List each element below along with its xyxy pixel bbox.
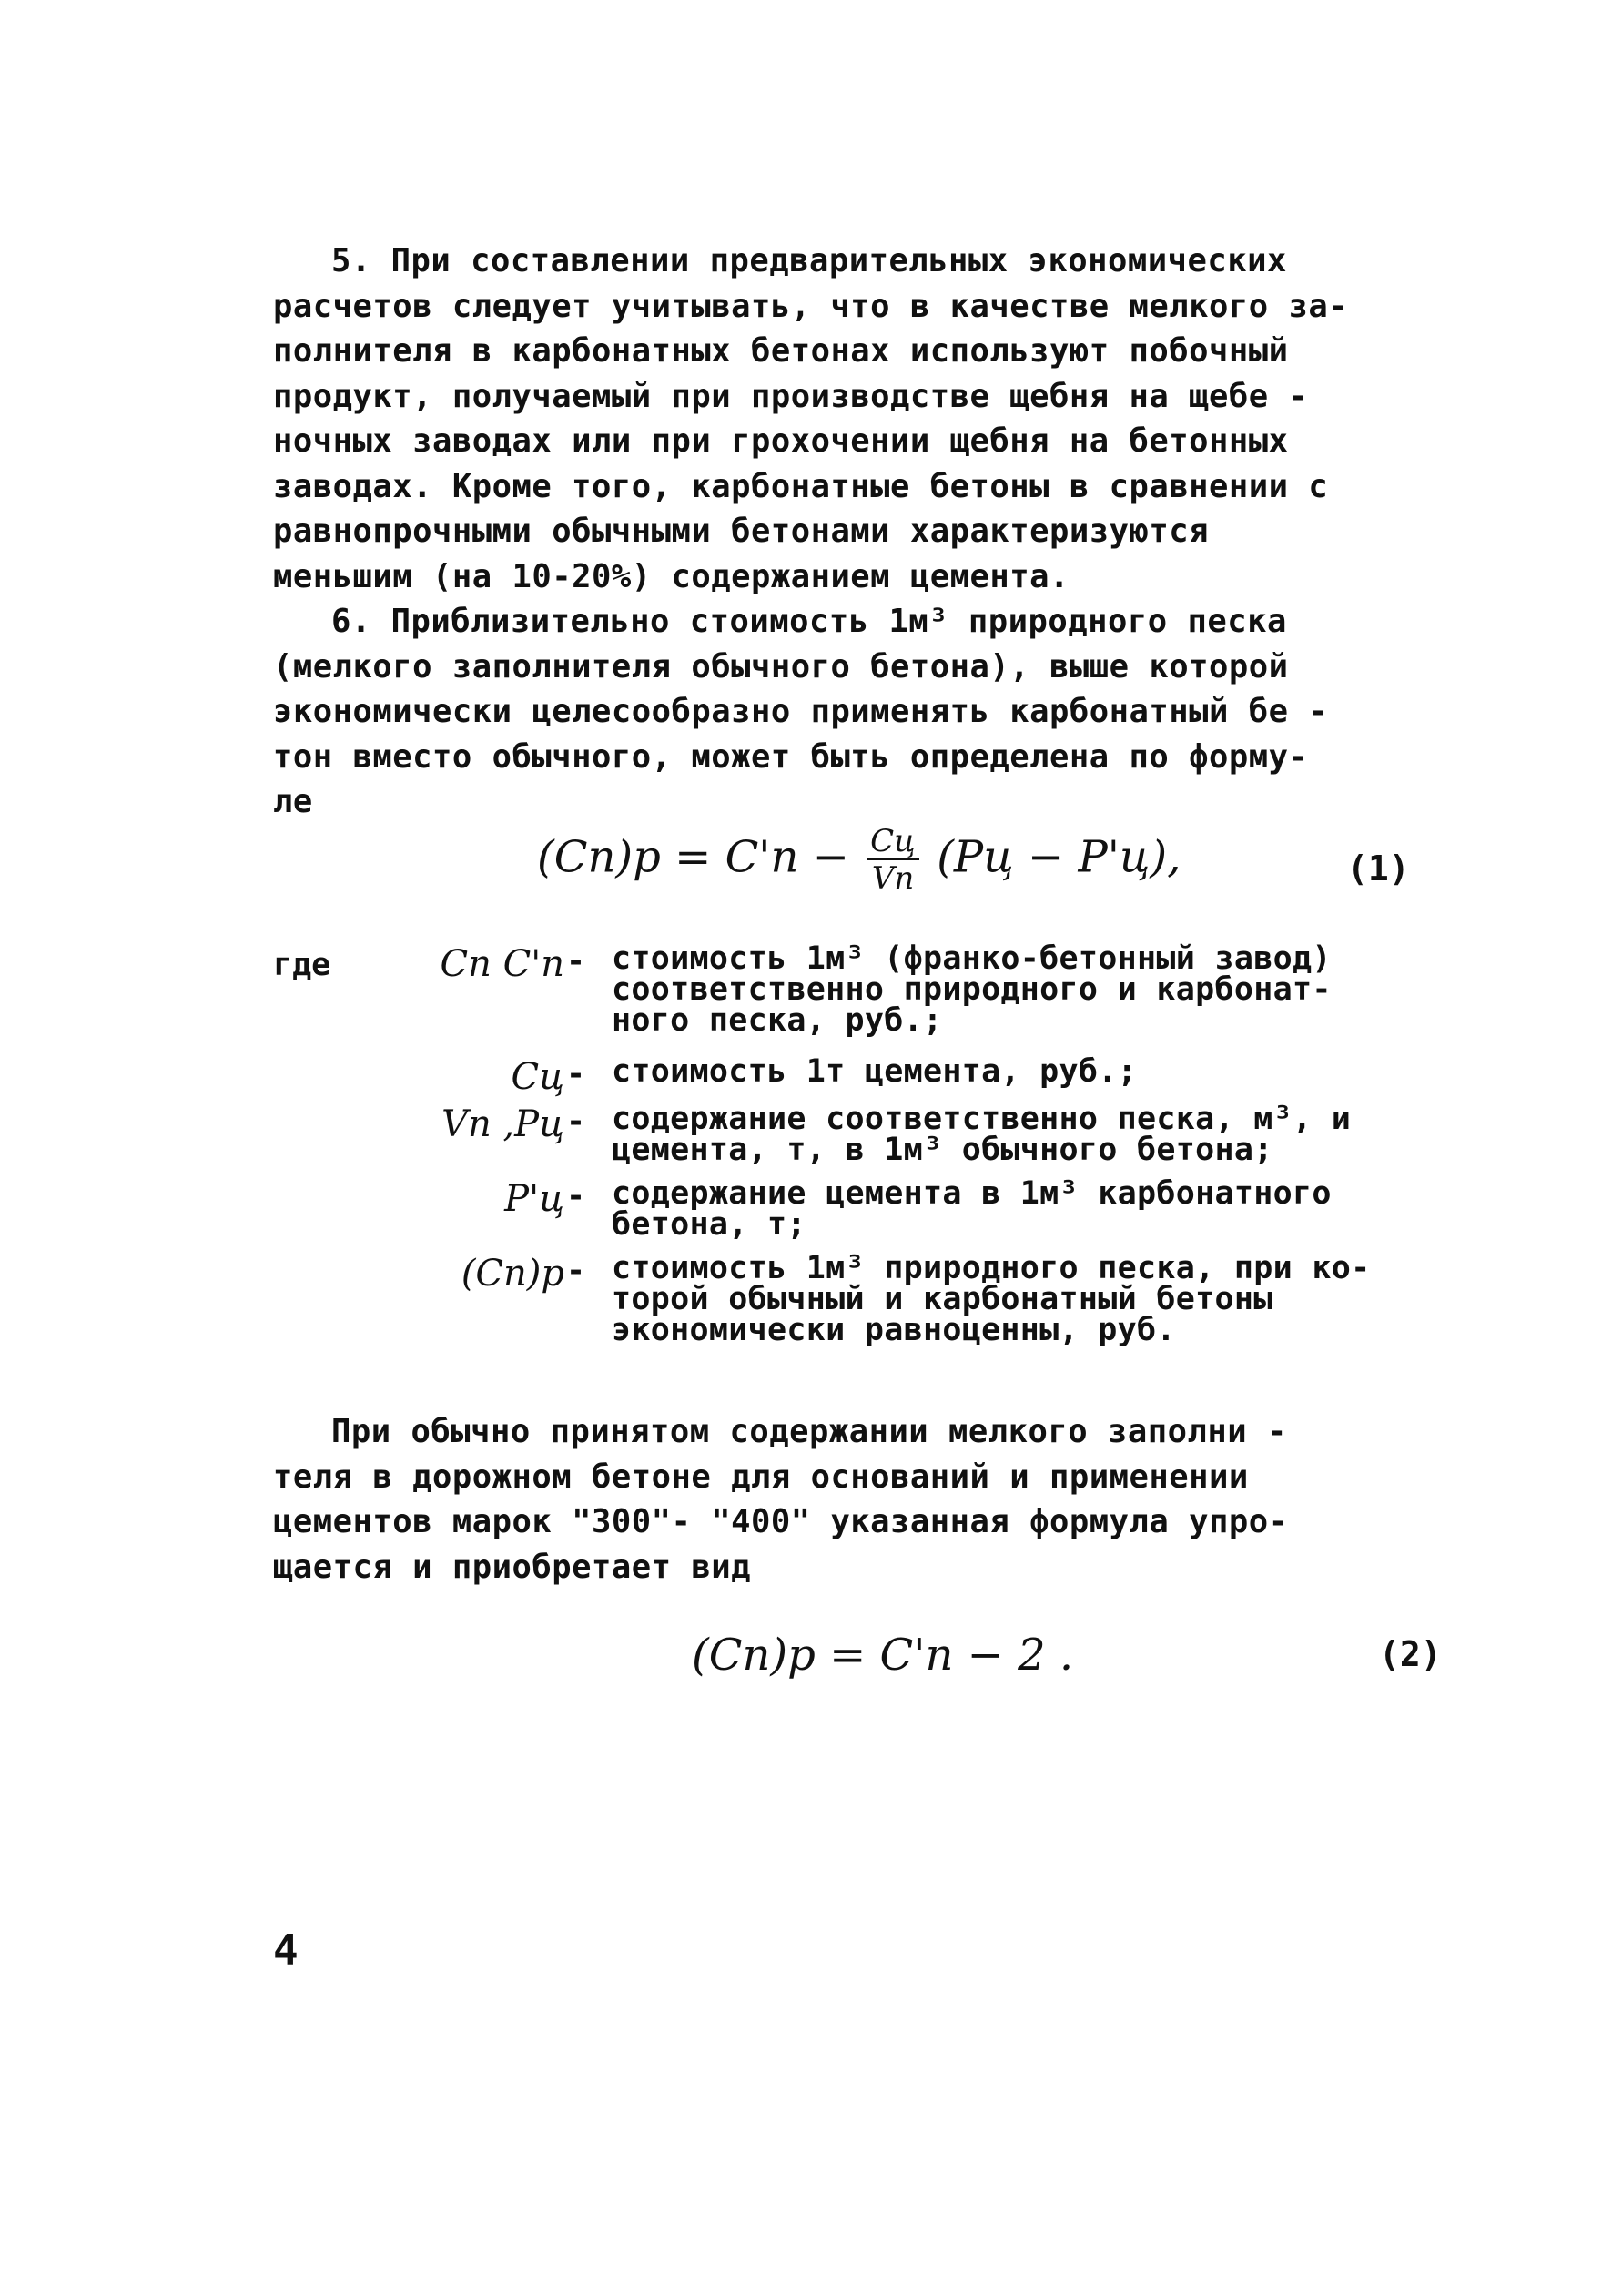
text-line: экономически целесообразно применять карбонатный бе - [273,693,1329,730]
formula-lhs: (Cп)р [537,831,661,883]
where-label: где [273,947,331,983]
definition-dash: - [566,1103,586,1140]
formula-2: (Cп)р = C'п − 2 . [692,1630,1074,1681]
text-line: тон вместо обычного, может быть определена по форму- [273,737,1309,776]
definition-text [612,1250,1467,1348]
text-line: полнителя в карбонатных бетонах используют побочный [273,332,1289,370]
definition-symbol: (Cп)р [461,1253,564,1295]
text-line: экономически равноценны, руб. [612,1312,1176,1348]
formula-c-prime: C'п [725,831,799,883]
formula-fraction [867,824,919,897]
definition-symbol: P'ц [504,1178,564,1220]
definition-row [273,940,1475,1043]
text-line: 5. При составлении предварительных экономических [331,242,1287,279]
text-line: равнопрочными обычными бетонами характеризуются [273,513,1210,550]
definition-symbol: Vп ,Pц [441,1103,564,1145]
text-line: торой обычный и карбонатный бетоны [612,1281,1273,1317]
text-line: ночных заводах или при грохочении щебня на бетонных [273,422,1289,460]
definition-symbol: Cп C'п [440,943,564,985]
text-line: расчетов следует учитывать, что в качестве мелкого за- [273,287,1349,325]
text-line: цемента, т, в 1м³ обычного бетона; [612,1132,1273,1168]
paragraph-5 [273,239,1465,599]
text-line: меньшим (на 10-20%) содержанием цемента. [273,557,1070,595]
paragraph-simplification [273,1409,1465,1590]
text-line: соответственно природного и карбонат- [612,971,1332,1008]
text-line: щается и приобретает вид [273,1548,751,1586]
equation-number-2: (2) [1379,1634,1442,1674]
definition-dash: - [566,1056,586,1092]
definition-text [612,1053,1467,1090]
definition-dash: - [566,1178,586,1214]
text-line: ле [273,783,313,820]
fraction-numerator: Cц [867,824,919,860]
text-line: стоимость 1т цемента, руб.; [612,1053,1138,1090]
text-line: содержание соответственно песка, м³, и [612,1101,1352,1137]
formula-parenthesis: (Pц − P'ц), [937,831,1181,883]
text-line: При обычно принятом содержании мелкого заполни - [331,1413,1287,1450]
formula-1 [537,824,1181,897]
definition-row [273,1103,1475,1167]
definition-dash: - [566,1253,586,1289]
page-number: 4 [273,1925,299,1975]
text-line: теля в дорожном бетоне для оснований и применении [273,1458,1249,1496]
text-line: 6. Приблизительно стоимость 1м³ природного песка [331,603,1287,640]
text-line: стоимость 1м³ (франко-бетонный завод) [612,940,1332,977]
definition-dash: - [566,943,586,980]
text-line: (мелкого заполнителя обычного бетона), выше которой [273,647,1289,686]
text-line: бетона, т; [612,1206,806,1243]
text-line: стоимость 1м³ природного песка, при ко- [612,1250,1371,1286]
definition-symbol: Cц [511,1056,564,1098]
formula-minus: − [812,831,849,883]
text-line: цементов марок "300"- "400" указанная формула упро- [273,1503,1289,1540]
text-line: продукт, получаемый при производстве щебня на щебе - [273,377,1309,415]
text-line: содержание цемента в 1м³ карбонатного [612,1175,1332,1212]
definition-text [612,1175,1467,1243]
fraction-denominator: Vп [871,860,915,897]
text-line: ного песка, руб.; [612,1002,943,1039]
formula-equals: = [674,831,712,883]
definition-text [612,1101,1467,1168]
paragraph-6 [273,599,1465,825]
definition-row [273,1175,1475,1243]
definition-row [273,1250,1475,1353]
text-line: заводах. Кроме того, карбонатные бетоны в сравнении с [273,467,1329,505]
equation-number-1: (1) [1347,848,1410,889]
definition-row [273,1053,1475,1098]
definition-text [612,940,1467,1039]
